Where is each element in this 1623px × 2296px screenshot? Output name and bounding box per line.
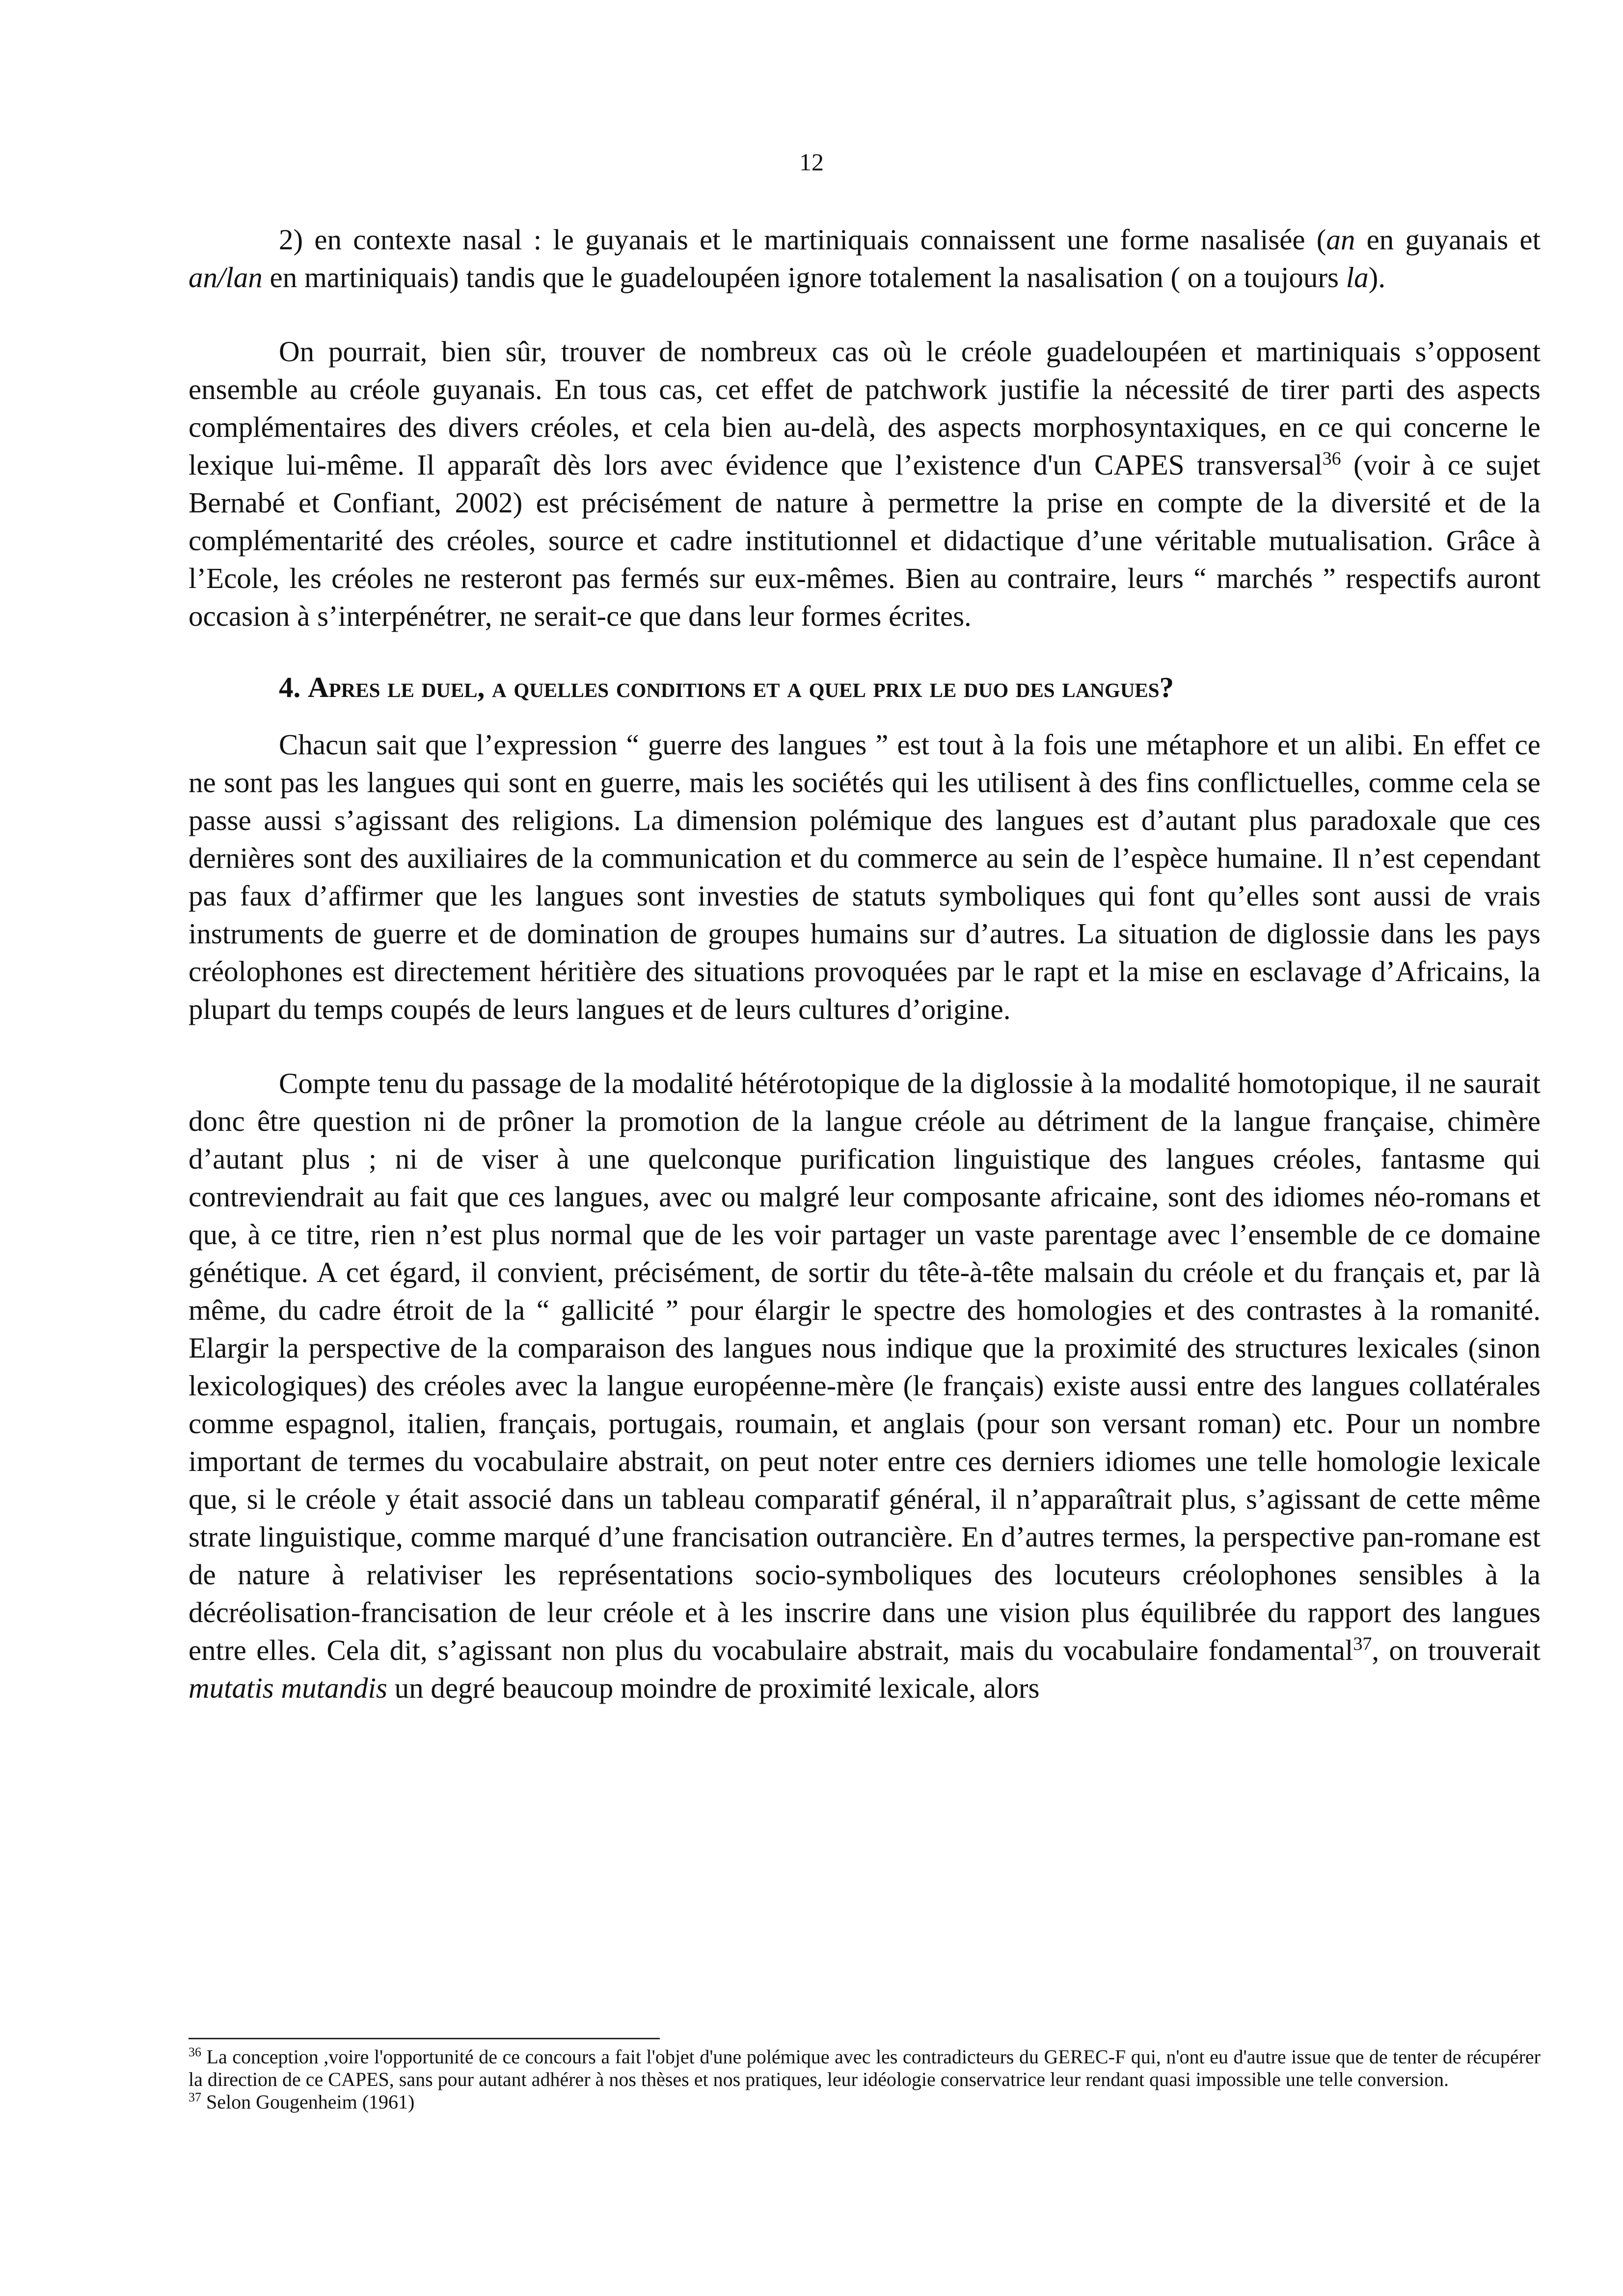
body-text: [189, 221, 1541, 1707]
footnote-text: Selon Gougenheim (1961): [201, 2091, 415, 2113]
text-run: un degré beaucoup moindre de proximité lexicale, alors: [387, 1672, 1040, 1704]
text-run: ).: [1368, 261, 1386, 294]
section-title: Apres le duel, a quelles conditions et a quel prix le duo des langues?: [308, 671, 1174, 703]
footnote-reference: 37: [1353, 1633, 1372, 1655]
paragraph-patchwork: [189, 333, 1541, 635]
footnote-divider: [189, 2038, 660, 2039]
text-run: , on trouverait: [1372, 1634, 1541, 1666]
footnote-text: La conception ,voire l'opportunité de ce concours a fait l'objet d'une polémique avec les contradicteurs du GEREC-F qui, n'ont eu d'autre issue que de tenter de récupérer la direction de ce CAPES, sans pour autant adhérer à nos thèses et nos pratiques, leur idéologie conservatrice leur rendant quasi impossible une telle conversion.: [189, 2046, 1541, 2090]
section-heading: [189, 668, 1541, 706]
paragraph-war-of-languages: [189, 726, 1541, 1028]
text-run: 2) en contexte nasal : le guyanais et le martiniquais connaissent une forme nasalisée (: [279, 223, 1326, 256]
page-number: 12: [799, 148, 824, 176]
italic-term: an: [1326, 223, 1355, 256]
footnotes: [189, 2046, 1541, 2113]
italic-term: an/lan: [189, 261, 263, 294]
italic-term: la: [1346, 261, 1369, 294]
footnote-marker: 37: [189, 2090, 201, 2105]
text-run: en guyanais et: [1355, 223, 1541, 256]
text-run: Compte tenu du passage de la modalité hétérotopique de la diglossie à la modalité homotopique, il ne saurait donc être question ni de prôner la promotion de la langue créole au détriment de la langue française, chimère d’autant plus ; ni de viser à une quelconque purification linguistique des langues créoles, fantasme qui contreviendrait au fait que ces langues, avec ou malgré leur composante africaine, sont des idiomes néo-romans et que, à ce titre, rien n’est plus normal que de les voir partager un vaste parentage avec l’ensemble de ce domaine génétique. A cet égard, il convient, précisément, de sortir du tête-à-tête malsain du créole et du français et, par là même, du cadre étroit de la “ gallicité ” pour élargir le spectre des homologies et des contrastes à la romanité. Elargir la perspective de la comparaison des langues nous indique que la proximité des structures lexicales (sinon lexicologiques) des créoles avec la langue européenne-mère (le français) existe aussi entre des langues collatérales comme espagnol, italien, français, portugais, roumain, et anglais (pour son versant roman) etc. Pour un nombre important de termes du vocabulaire abstrait, on peut noter entre ces derniers idiomes une telle homologie lexicale que, si le créole y était associé dans un tableau comparatif général, il n’apparaîtrait plus, s’agissant de cette même strate linguistique, comme marqué d’une francisation outrancière. En d’autres termes, la perspective pan-romane est de nature à relativiser les représentations socio-symboliques des locuteurs créolophones sensibles à la décréolisation-francisation de leur créole et à les inscrire dans une vision plus équilibrée du rapport des langues entre elles. Cela dit, s’agissant non plus du vocabulaire abstrait, mais du vocabulaire fondamental: [189, 1067, 1541, 1666]
text-run: en martiniquais) tandis que le guadeloupéen ignore totalement la nasalisation ( on a toujours: [262, 261, 1346, 294]
section-number: 4.: [279, 671, 301, 703]
text-run: (voir à ce sujet Bernabé et Confiant, 2002) est précisément de nature à permettre la prise en compte de la diversité et de la complémentarité des créoles, source et cadre institutionnel et didactique d’une véritable mutualisation. Grâce à l’Ecole, les créoles ne resteront pas fermés sur eux-mêmes. Bien au contraire, leurs “ marchés ” respectifs auront occasion à s’interpénétrer, ne serait-ce que dans leur formes écrites.: [189, 449, 1541, 632]
paragraph-pan-romance: [189, 1065, 1541, 1707]
paragraph-nasal-context: [189, 221, 1541, 296]
text-run: Chacun sait que l’expression “ guerre des langues ” est tout à la fois une métaphore et un alibi. En effet ce ne sont pas les langues qui sont en guerre, mais les sociétés qui les utilisent à des fins conflictuelles, comme cela se passe aussi s’agissant des religions. La dimension polémique des langues est d’autant plus paradoxale que ces dernières sont des auxiliaires de la communication et du commerce au sein de l’espèce humaine. Il n’est cependant pas faux d’affirmer que les langues sont investies de statuts symboliques qui font qu’elles sont aussi de vrais instruments de guerre et de domination de groupes humains sur d’autres. La situation de diglossie dans les pays créolophones est directement héritière des situations provoquées par le rapt et la mise en esclavage d’Africains, la plupart du temps coupés de leurs langues et de leurs cultures d’origine.: [189, 728, 1541, 1025]
footnote-36: [189, 2046, 1541, 2091]
footnote-marker: 36: [189, 2045, 201, 2059]
italic-term: mutatis mutandis: [189, 1672, 387, 1704]
text-run: On pourrait, bien sûr, trouver de nombreux cas où le créole guadeloupéen et martiniquais s’opposent ensemble au créole guyanais. En tous cas, cet effet de patchwork justifie la nécessité de tirer parti des aspects complémentaires des divers créoles, et cela bien au-delà, des aspects morphosyntaxiques, en ce qui concerne le lexique lui-même. Il apparaît dès lors avec évidence que l’existence d'un CAPES transversal: [189, 335, 1541, 481]
footnote-reference: 36: [1322, 448, 1341, 469]
footnote-37: [189, 2091, 1541, 2113]
